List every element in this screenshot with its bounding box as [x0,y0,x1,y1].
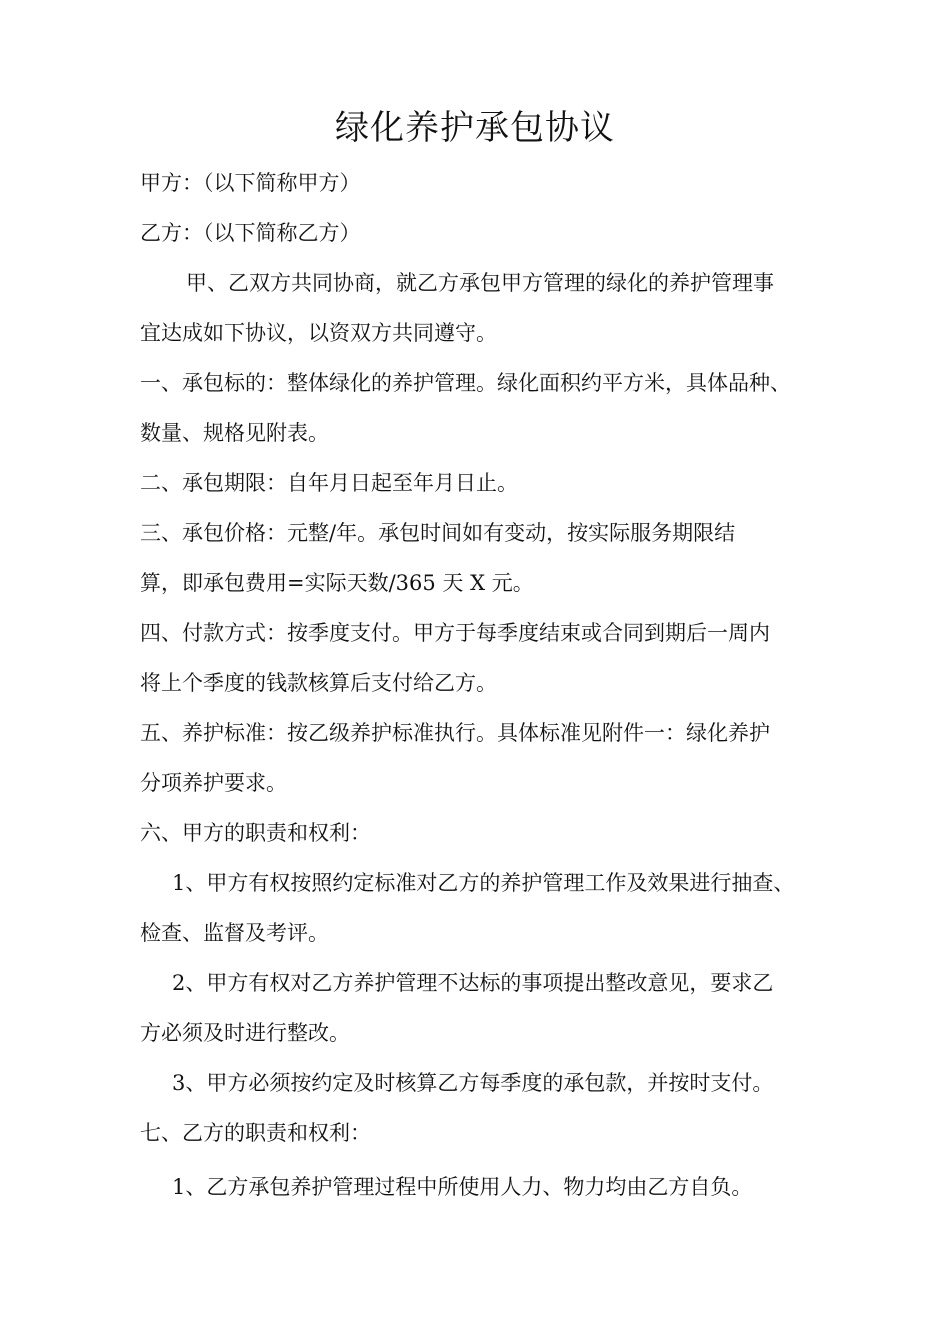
clause-1-line-2: 数量、规格见附表。 [140,421,329,445]
clause-6-heading: 六、甲方的职责和权利： [140,821,371,845]
clause-3-line-2: 算，即承包费用=实际天数/365 天 X 元。 [140,571,534,595]
preamble-line-2: 宜达成如下协议，以资双方共同遵守。 [140,321,497,345]
clause-3-line-1: 三、承包价格：元整/年。承包时间如有变动，按实际服务期限结 [140,521,736,545]
clause-6-item-3-line: 3、甲方必须按约定及时核算乙方每季度的承包款，并按时支付。 [172,1071,774,1095]
clause-6-item-1-line-1: 1、甲方有权按照约定标准对乙方的养护管理工作及效果进行抽查、 [172,871,795,895]
clause-5-line-2: 分项养护要求。 [140,771,287,795]
document-title: 绿化养护承包协议 [335,108,615,148]
clause-6-item-2-line-1: 2、甲方有权对乙方养护管理不达标的事项提出整改意见，要求乙 [172,971,774,995]
clause-1-line-1: 一、承包标的：整体绿化的养护管理。绿化面积约平方米，具体品种、 [140,371,791,395]
clause-6-item-1-line-2: 检查、监督及考评。 [140,921,329,945]
party-b-line: 乙方：（以下简称乙方） [140,221,361,245]
clause-7-item-1-line: 1、乙方承包养护管理过程中所使用人力、物力均由乙方自负。 [172,1175,753,1199]
clause-4-line-2: 将上个季度的钱款核算后支付给乙方。 [140,671,497,695]
clause-6-item-2-line-2: 方必须及时进行整改。 [140,1021,350,1045]
clause-2-line: 二、承包期限：自年月日起至年月日止。 [140,471,518,495]
party-a-line: 甲方：（以下简称甲方） [140,171,361,195]
clause-4-line-1: 四、付款方式：按季度支付。甲方于每季度结束或合同到期后一周内 [140,621,770,645]
preamble-line-1: 甲、乙双方共同协商，就乙方承包甲方管理的绿化的养护管理事 [186,271,774,295]
clause-5-line-1: 五、养护标准：按乙级养护标准执行。具体标准见附件一：绿化养护 [140,721,770,745]
clause-7-heading: 七、乙方的职责和权利： [140,1121,371,1145]
